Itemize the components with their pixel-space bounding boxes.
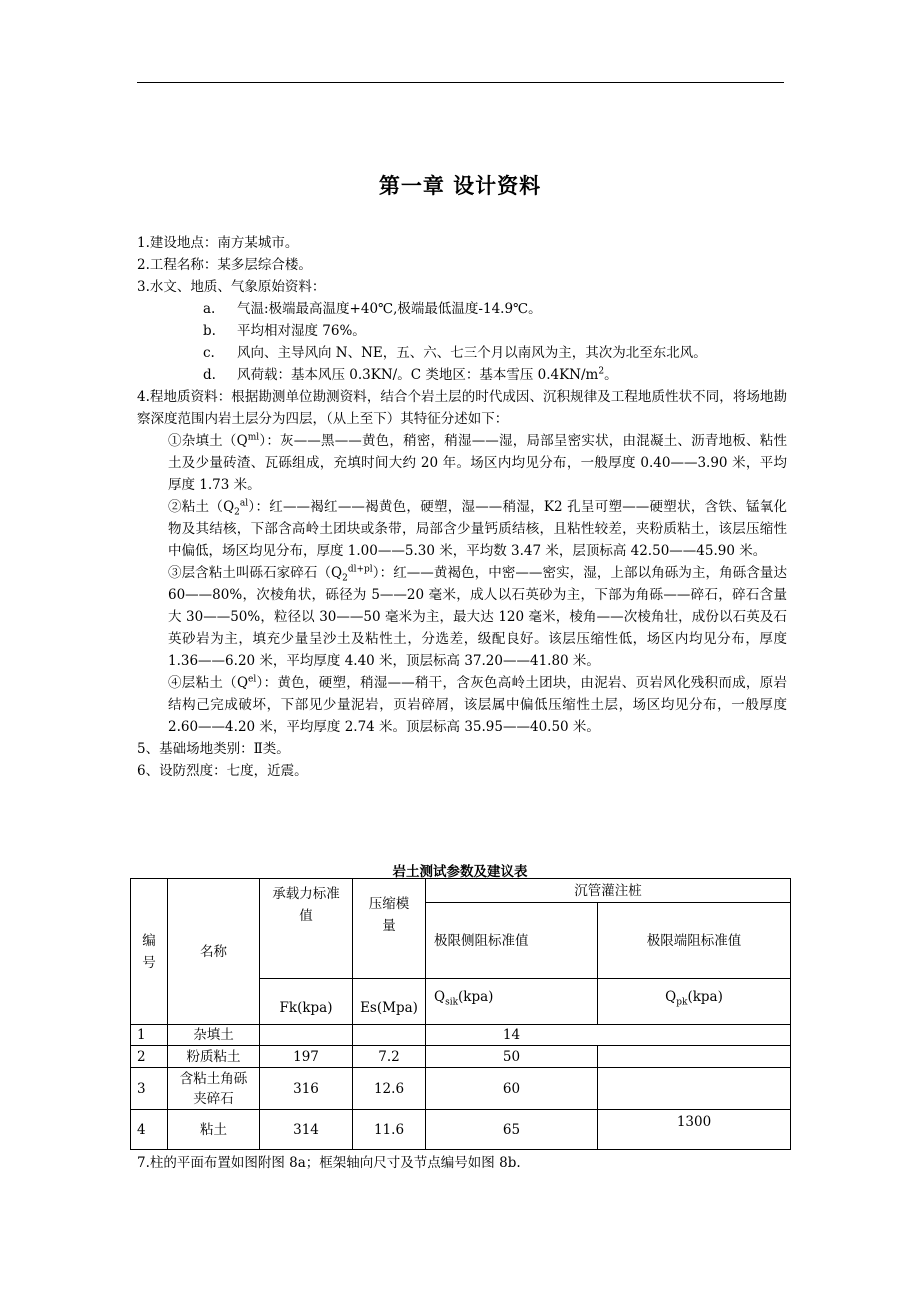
item-column-layout: 7.柱的平面布置如图附图 8a；框架轴向尺寸及节点编号如图 8b. xyxy=(137,1155,521,1171)
header-fk-unit: Fk(kpa) xyxy=(260,979,353,1025)
table-row: 2 粉质粘土 197 7.2 50 xyxy=(131,1046,791,1068)
list-marker: d. xyxy=(203,367,216,383)
header-pile: 沉管灌注桩 xyxy=(426,879,791,903)
header-rule xyxy=(137,82,784,83)
item-geology-intro: 4.程地质资料：根据勘测单位勘测资料，结合个岩土层的时代成因、沉积规律及工程地质性状不同，将场地勘察深度范围内岩土层分为四层，（从上至下）其特征分述如下： xyxy=(137,389,787,427)
list-marker: c. xyxy=(203,345,215,361)
item-humidity: b. 平均相对湿度 76%。 xyxy=(137,320,787,342)
item-site-class: 5、基础场地类别：Ⅱ类。 xyxy=(137,741,290,757)
document-body xyxy=(137,232,787,782)
soil-parameters-table xyxy=(130,878,791,1150)
item-hydro-geo: 3.水文、地质、气象原始资料： xyxy=(137,279,326,295)
table-row: 3 含粘土角砾夹碎石 316 12.6 60 xyxy=(131,1068,791,1110)
item-project-name: 2.工程名称：某多层综合楼。 xyxy=(137,257,312,273)
table-row: 1 杂填土 14 xyxy=(131,1025,791,1046)
item-seismic: 6、设防烈度：七度，近震。 xyxy=(137,763,308,779)
header-name: 名称 xyxy=(168,879,260,1025)
item-location: 1.建设地点：南方某城市。 xyxy=(137,235,299,251)
table-row: 4 粘土 314 11.6 65 1300 xyxy=(131,1110,791,1150)
soil-layer-4: ④层粘土$(Q^{el})$：黄色，硬塑，稍湿——稍干，含灰色高岭土团块，由泥岩、页岩风化残积而成，原岩结构己完成破坏，下部见少量泥岩，页岩碎屑，该层属中偏低压缩性土层，场区均见分布，一般厚度 2.60——4.20 米，平均厚度 2.74 米。顶层标高 35.95——40.50 米。 xyxy=(168,674,787,735)
header-end-resistance: 极限端阻标准值 xyxy=(598,903,791,979)
header-es: 压缩模量 xyxy=(353,879,426,979)
list-marker: a. xyxy=(203,301,216,317)
header-no: 编号 xyxy=(131,879,168,1025)
soil-layer-3: ③层含粘土叫砾石家碎石$(Q_2^{dl+pl})$：红——黄褐色，中密——密实，湿，上部以角砾为主，角砾含量达 60——80%，次棱角状，砾径为 5——20 毫米，成人以石英砂为主，下部为角砾——碎石，碎石含量大 30——50%，粒径以 30——50 毫米为主，最大达 120 毫米，棱角——次棱角壮，成份以石英及石英砂岩为主，填充少量呈沙土及粘性土，分选差，级配良好。该层压缩性低，场区内均见分布，厚度 1.36——6.20 米，平均厚度 4.40 米，顶层标高 37.20——41.80 米。 xyxy=(168,564,787,669)
header-fk: 承载力标准值 xyxy=(260,879,353,979)
header-es-unit: Es(Mpa) xyxy=(353,979,426,1025)
header-qpk-unit: $Q_{pk}(kpa)$ xyxy=(598,979,791,1025)
item-wind-load: d. 风荷载：基本风压 0.3KN/。C 类地区：基本雪压 $0.4KN/m^2$。 xyxy=(137,364,787,386)
soil-layer-1: ①杂填土$(Q^{ml})$：灰——黑——黄色，稍密，稍湿——湿，局部呈密实状，由混凝土、沥青地板、粘性土及少量砖渣、瓦砾组成，充填时间大约 20 年。场区内均见分布，一般厚度 0.40——3.90 米，平均厚度 1.73 米。 xyxy=(168,432,787,493)
header-side-resistance: 极限侧阻标准值 xyxy=(426,903,598,979)
list-marker: b. xyxy=(203,323,216,339)
table-caption: 岩土测试参数及建议表 xyxy=(392,864,528,880)
header-qsik-unit: $Q_{sik}(kpa)$ xyxy=(426,979,598,1025)
chapter-title: 第一章 设计资料 xyxy=(378,174,542,198)
item-wind: c. 风向、主导风向 N、NE，五、六、七三个月以南风为主，其次为北至东北风。 xyxy=(137,342,787,364)
item-temperature: a. 气温:极端最高温度+40℃,极端最低温度-14.9℃。 xyxy=(137,298,787,320)
soil-layer-2: ②粘土$(Q_2^{al})$：红——褐红——褐黄色，硬塑，湿——稍湿，K2 孔呈可塑——硬塑状，含铁、锰氧化物及其结核，下部含高岭土团块或条带，局部含少量钙质结核，且粘性较差，夹粉质粘土，该层压缩性中偏低，场区均见分布，厚度 1.00——5.30 米，平均数 3.47 米，层顶标高 42.50——45.90 米。 xyxy=(168,498,787,559)
